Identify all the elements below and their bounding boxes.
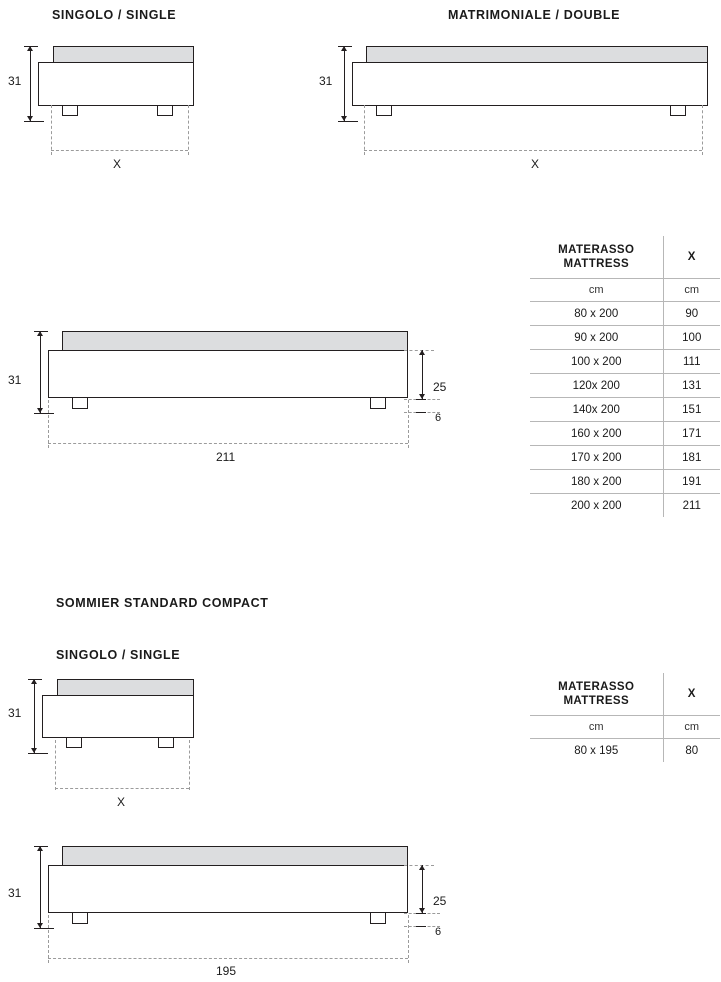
dim-label-height-single-compact: 31 bbox=[8, 706, 22, 720]
bed-leg-right bbox=[670, 106, 686, 116]
dim-label-25: 25 bbox=[433, 380, 447, 394]
ext-line-right bbox=[189, 740, 190, 790]
dim-tick-bottom bbox=[28, 753, 48, 754]
bed-leg-left bbox=[72, 913, 88, 924]
dim-tick-6-top bbox=[416, 399, 426, 400]
bed-base-shape bbox=[42, 695, 194, 738]
bed-base-shape bbox=[48, 350, 408, 398]
cell-mattress: 90 x 200 bbox=[530, 326, 663, 350]
heading-single-top: SINGOLO / SINGLE bbox=[52, 8, 177, 22]
dim-line-length-195 bbox=[48, 958, 408, 959]
bed-leg-right bbox=[157, 106, 173, 116]
table-row bbox=[530, 494, 720, 518]
ext-line-left bbox=[48, 400, 49, 448]
table-row bbox=[530, 739, 720, 763]
cell-mattress: 100 x 200 bbox=[530, 350, 663, 374]
dim-tick-6-bottom bbox=[416, 926, 426, 927]
ext-line-left bbox=[364, 105, 365, 155]
dim-line-length-211 bbox=[48, 443, 408, 444]
cell-mattress: 80 x 200 bbox=[530, 302, 663, 326]
dim-line-width-double-top bbox=[364, 150, 702, 151]
bed-single-top bbox=[38, 46, 194, 121]
cell-x: 131 bbox=[663, 374, 720, 398]
section-title-compact: SOMMIER STANDARD COMPACT bbox=[56, 596, 269, 610]
dim-tick-top bbox=[338, 46, 352, 47]
ext-line-left bbox=[48, 915, 49, 963]
cell-mattress: 80 x 195 bbox=[530, 739, 663, 763]
table-header-x: X bbox=[663, 236, 720, 279]
dim-line-width-single-top bbox=[51, 150, 188, 151]
dim-line-height-211 bbox=[40, 331, 41, 413]
dim-label-height-211: 31 bbox=[8, 373, 22, 387]
dim-line-width-single-compact bbox=[55, 788, 189, 789]
ext-line-right bbox=[408, 400, 409, 448]
bed-double-top bbox=[352, 46, 708, 121]
dim-tick-top bbox=[34, 846, 48, 847]
ext-line-left bbox=[51, 105, 52, 155]
cell-x: 100 bbox=[663, 326, 720, 350]
cell-mattress: 180 x 200 bbox=[530, 470, 663, 494]
cell-mattress: 160 x 200 bbox=[530, 422, 663, 446]
mattress-shape bbox=[62, 846, 408, 866]
table-row bbox=[530, 302, 720, 326]
table-units-row bbox=[530, 716, 720, 739]
table-row bbox=[530, 374, 720, 398]
table-header-mattress-it: MATERASSO bbox=[558, 244, 635, 256]
table-header-row bbox=[530, 236, 720, 279]
table-row bbox=[530, 398, 720, 422]
bed-leg-right bbox=[370, 398, 386, 409]
table-row bbox=[530, 326, 720, 350]
cell-mattress: 140x 200 bbox=[530, 398, 663, 422]
table-row bbox=[530, 422, 720, 446]
dim-arrow-up bbox=[419, 350, 425, 355]
table-unit-mattress: cm bbox=[530, 716, 663, 739]
mattress-shape bbox=[62, 331, 408, 351]
dim-line-height-single-top bbox=[30, 46, 31, 121]
cell-x: 111 bbox=[663, 350, 720, 374]
dim-line-height-double-top bbox=[344, 46, 345, 121]
bed-base-shape bbox=[352, 62, 708, 106]
dim-label-height-195: 31 bbox=[8, 886, 22, 900]
table-header-mattress-en: MATTRESS bbox=[563, 695, 630, 707]
cell-x: 191 bbox=[663, 470, 720, 494]
cell-x: 171 bbox=[663, 422, 720, 446]
dim-tick-bottom bbox=[34, 928, 54, 929]
table-units-row bbox=[530, 279, 720, 302]
bed-leg-right bbox=[158, 738, 174, 748]
dim-tick-top bbox=[24, 46, 38, 47]
table-header-mattress bbox=[530, 673, 663, 716]
ext-line-right bbox=[188, 105, 189, 155]
dim-label-25: 25 bbox=[433, 894, 447, 908]
dim-label-6: 6 bbox=[435, 926, 442, 938]
table-row bbox=[530, 350, 720, 374]
mattress-shape bbox=[53, 46, 194, 63]
dim-tick-bottom bbox=[24, 121, 44, 122]
dim-line-25 bbox=[422, 865, 423, 913]
table-row bbox=[530, 470, 720, 494]
cell-mattress: 200 x 200 bbox=[530, 494, 663, 518]
cell-x: 80 bbox=[663, 739, 720, 763]
dim-label-width-double-top: X bbox=[531, 157, 540, 171]
bed-leg-left bbox=[66, 738, 82, 748]
dim-line-height-195 bbox=[40, 846, 41, 928]
dim-label-width-single-compact: X bbox=[117, 795, 126, 809]
bed-base-shape bbox=[48, 865, 408, 913]
dim-tick-bottom bbox=[34, 413, 54, 414]
cell-mattress: 170 x 200 bbox=[530, 446, 663, 470]
bed-single-compact bbox=[42, 679, 194, 753]
dim-label-height-single-top: 31 bbox=[8, 74, 22, 88]
bed-leg-left bbox=[72, 398, 88, 409]
dim-line-25 bbox=[422, 350, 423, 399]
mattress-shape bbox=[57, 679, 194, 696]
bed-leg-left bbox=[376, 106, 392, 116]
dim-label-length-211: 211 bbox=[216, 450, 236, 464]
cell-x: 211 bbox=[663, 494, 720, 518]
ext-line-right bbox=[702, 105, 703, 155]
cell-x: 181 bbox=[663, 446, 720, 470]
table-mattress-sizes-main bbox=[530, 236, 720, 517]
dim-tick-bottom bbox=[338, 121, 358, 122]
mattress-shape bbox=[366, 46, 708, 63]
dim-line-height-single-compact bbox=[34, 679, 35, 753]
heading-single-compact: SINGOLO / SINGLE bbox=[56, 648, 181, 662]
table-unit-x: cm bbox=[663, 279, 720, 302]
cell-mattress: 120x 200 bbox=[530, 374, 663, 398]
dim-tick-6-bottom bbox=[416, 412, 426, 413]
dim-label-6: 6 bbox=[435, 412, 442, 424]
dim-label-width-single-top: X bbox=[113, 157, 122, 171]
cell-x: 151 bbox=[663, 398, 720, 422]
table-mattress-sizes-compact bbox=[530, 673, 720, 762]
dim-tick-top bbox=[28, 679, 42, 680]
table-unit-mattress: cm bbox=[530, 279, 663, 302]
table-unit-x: cm bbox=[663, 716, 720, 739]
table-header-row bbox=[530, 673, 720, 716]
table-header-x: X bbox=[663, 673, 720, 716]
table-header-mattress-en: MATTRESS bbox=[563, 258, 630, 270]
ext-line-right bbox=[408, 915, 409, 963]
dim-tick-6-top bbox=[416, 913, 426, 914]
ext-line-left bbox=[55, 740, 56, 790]
cell-x: 90 bbox=[663, 302, 720, 326]
dim-label-length-195: 195 bbox=[216, 964, 237, 978]
bed-leg-right bbox=[370, 913, 386, 924]
table-row bbox=[530, 446, 720, 470]
bed-195 bbox=[48, 846, 408, 928]
table-header-mattress bbox=[530, 236, 663, 279]
bed-211 bbox=[48, 331, 408, 413]
table-header-mattress-it: MATERASSO bbox=[558, 681, 635, 693]
bed-base-shape bbox=[38, 62, 194, 106]
bed-leg-left bbox=[62, 106, 78, 116]
dim-label-height-double-top: 31 bbox=[319, 74, 333, 88]
dim-tick-top bbox=[34, 331, 48, 332]
dim-arrow-up bbox=[419, 865, 425, 870]
heading-double-top: MATRIMONIALE / DOUBLE bbox=[448, 8, 621, 22]
